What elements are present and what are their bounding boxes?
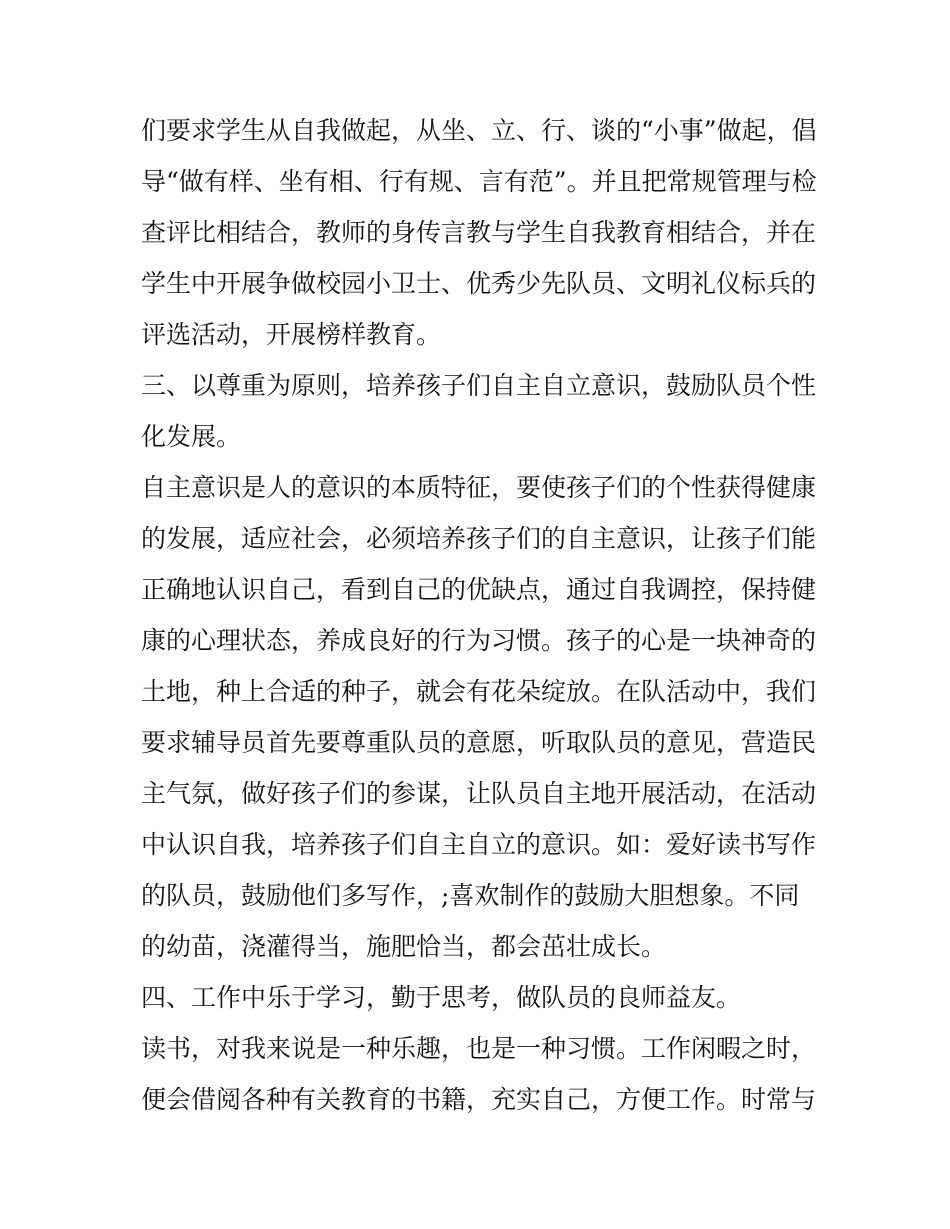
text-line-1: 们要求学生从自我做起，从坐、立、行、谈的“小事”做起，倡 — [141, 116, 817, 145]
text-line-4: 学生中开展争做校园小卫士、优秀少先队员、文明礼仪标兵的 — [141, 269, 817, 298]
text-line-15: 中认识自我，培养孩子们自主自立的意识。如：爱好读书写作 — [141, 830, 817, 859]
text-line-11: 康的心理状态，养成良好的行为习惯。孩子的心是一块神奇的 — [141, 626, 817, 655]
text-line-2: 导“做有样、坐有相、行有规、言有范”。并且把常规管理与检 — [141, 167, 817, 196]
text-line-17: 的幼苗，浇灌得当，施肥恰当，都会茁壮成长。 — [141, 932, 667, 961]
section-heading-4: 四、工作中乐于学习，勤于思考，做队员的良师益友。 — [141, 983, 742, 1012]
text-line-8: 自主意识是人的意识的本质特征，要使孩子们的个性获得健康 — [141, 473, 817, 502]
text-line-3: 查评比相结合，教师的身传言教与学生自我教育相结合，并在 — [141, 218, 817, 247]
text-line-20: 便会借阅各种有关教育的书籍，充实自己，方便工作。时常与 — [141, 1085, 817, 1114]
text-line-10: 正确地认识自己，看到自己的优缺点，通过自我调控，保持健 — [141, 575, 817, 604]
section-heading-3-line-1: 三、以尊重为原则，培养孩子们自主自立意识，鼓励队员个性 — [141, 371, 817, 400]
text-line-16: 的队员，鼓励他们多写作，;喜欢制作的鼓励大胆想象。不同 — [141, 881, 800, 910]
text-line-5: 评选活动，开展榜样教育。 — [141, 320, 442, 349]
text-line-12: 土地，种上合适的种子，就会有花朵绽放。在队活动中，我们 — [141, 677, 817, 706]
body-text — [141, 105, 821, 1125]
text-line-19: 读书，对我来说是一种乐趣，也是一种习惯。工作闲暇之时， — [141, 1034, 817, 1063]
text-line-13: 要求辅导员首先要尊重队员的意愿，听取队员的意见，营造民 — [141, 728, 817, 757]
text-line-14: 主气氛，做好孩子们的参谋，让队员自主地开展活动，在活动 — [141, 779, 817, 808]
text-line-9: 的发展，适应社会，必须培养孩子们的自主意识，让孩子们能 — [141, 524, 817, 553]
section-heading-3-line-2: 化发展。 — [141, 422, 242, 451]
